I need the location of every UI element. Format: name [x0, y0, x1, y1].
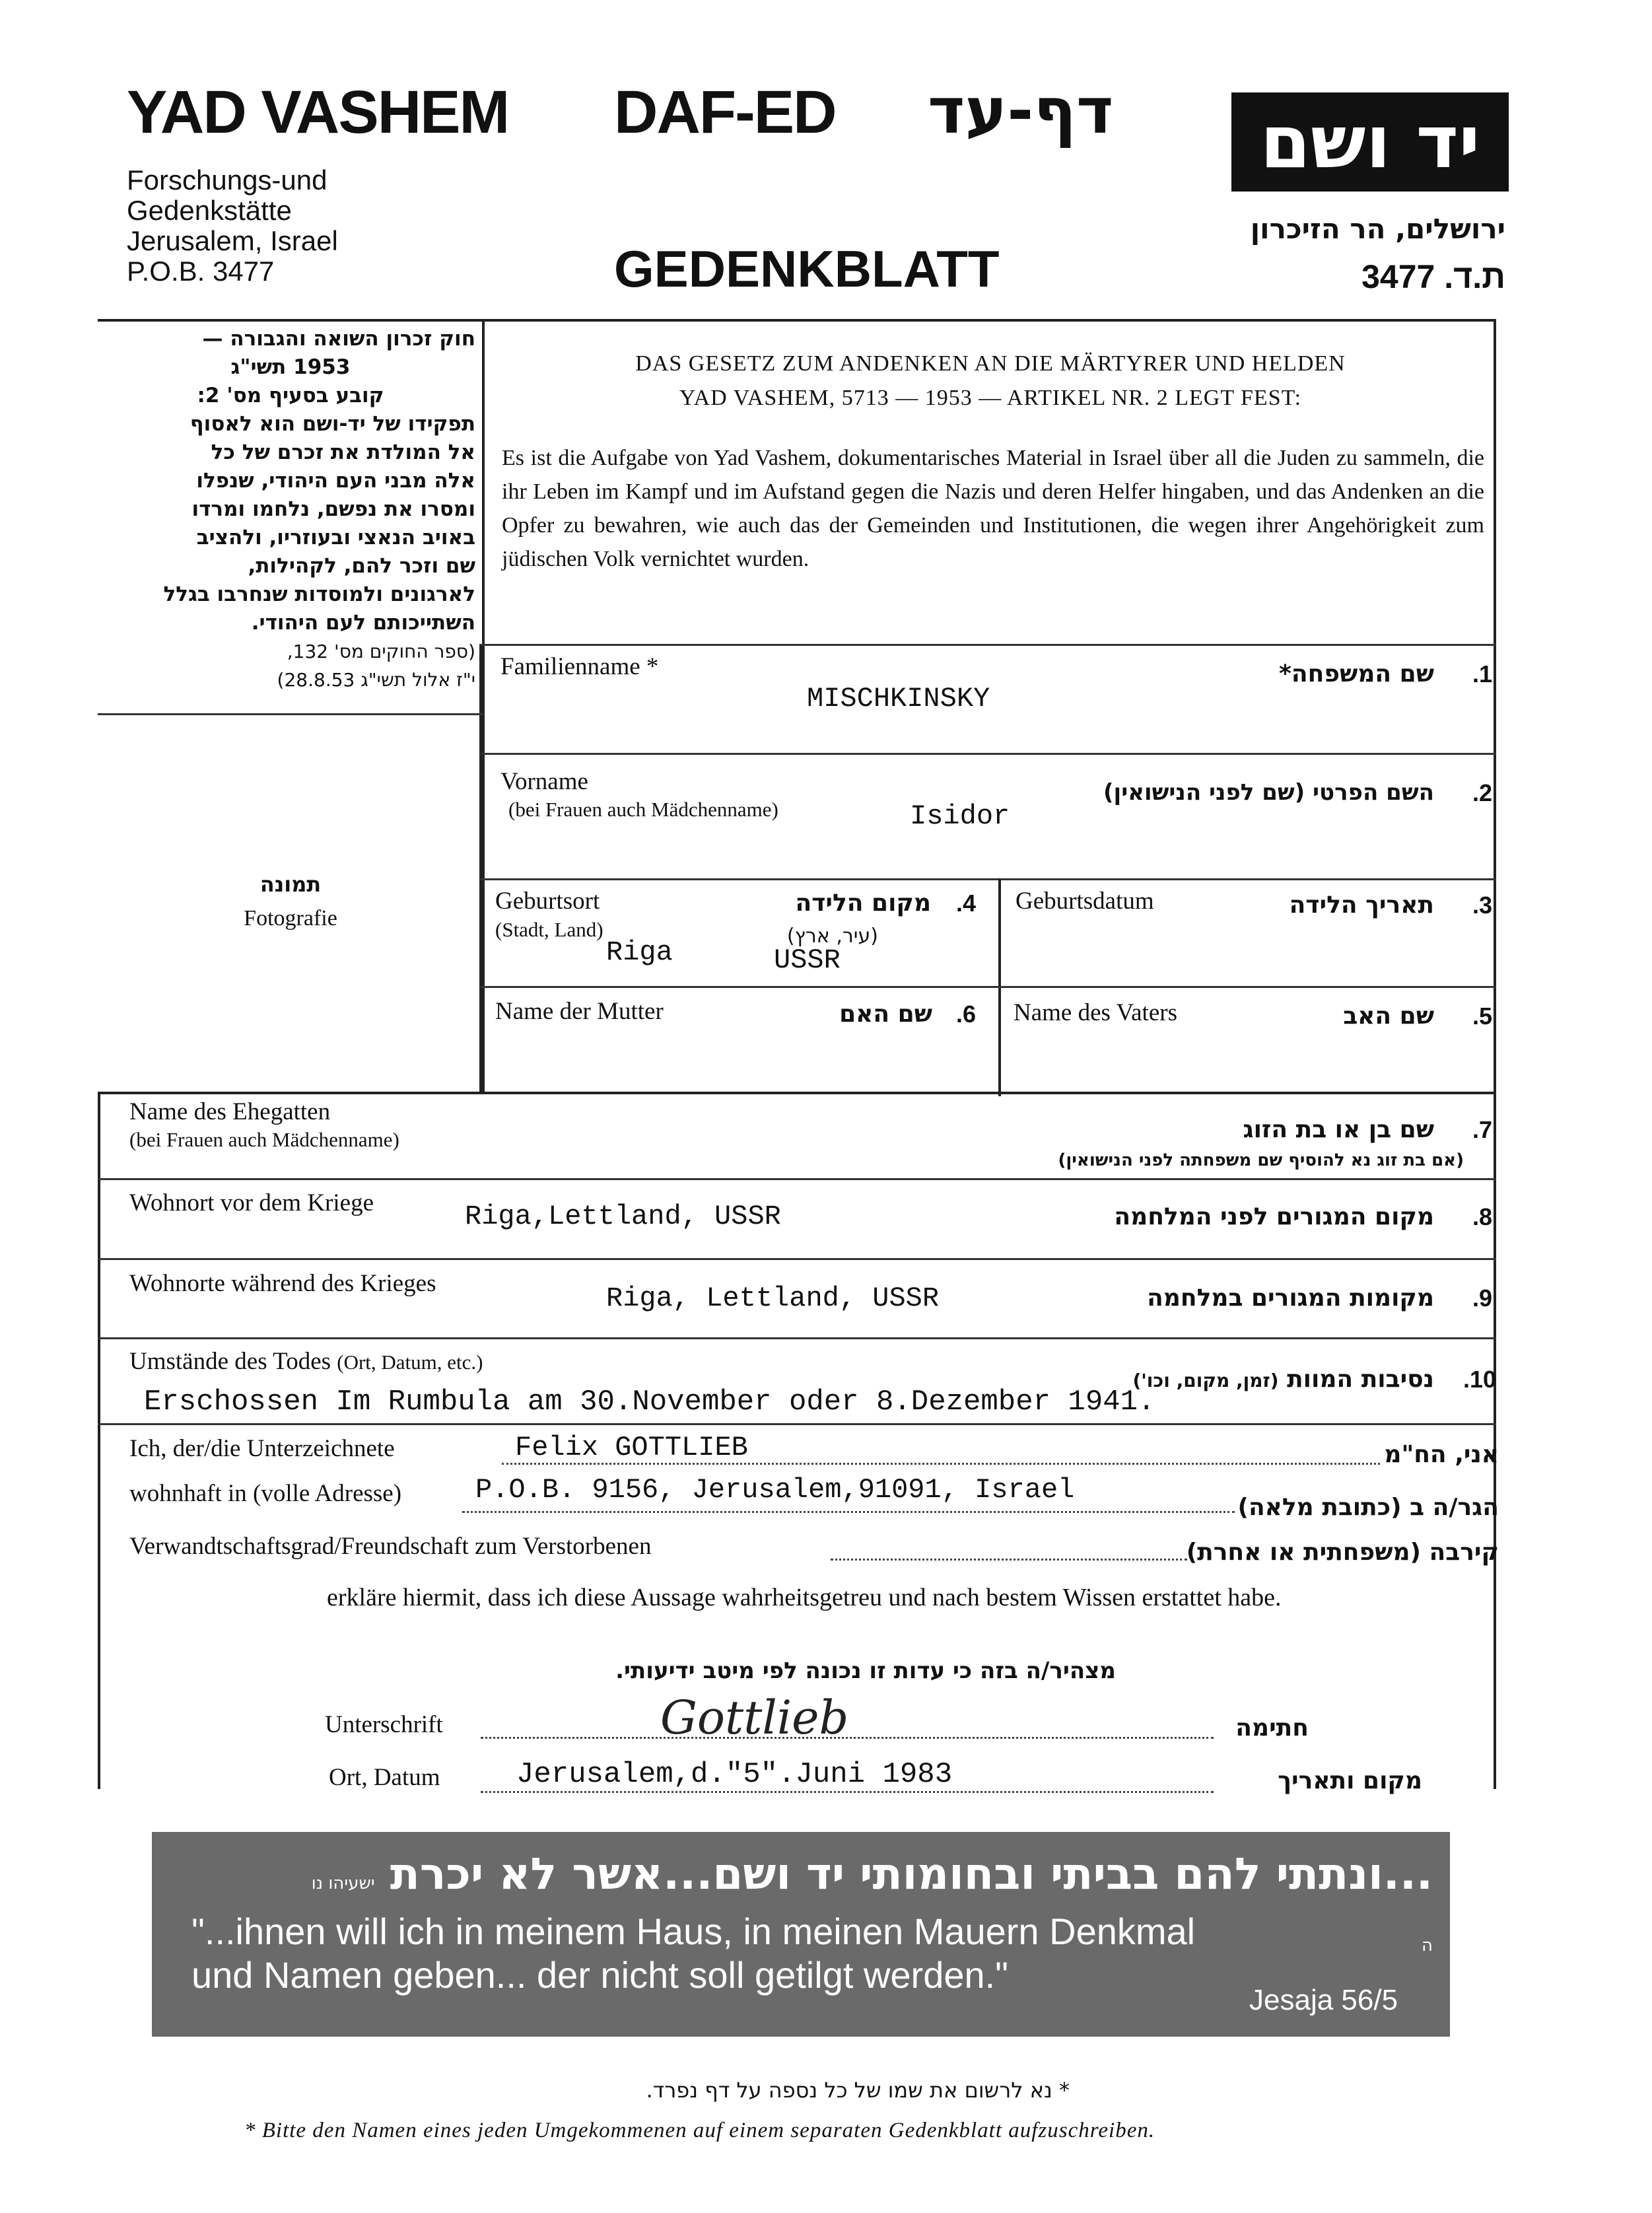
address-hebrew-line1: ירושלים, הר הזיכרון — [1250, 213, 1505, 245]
residence-before-label-hebrew: מקום המגורים לפני המלחמה — [1114, 1203, 1434, 1230]
first-name-sublabel: (bei Frauen auch Mädchenname) — [508, 798, 778, 821]
law-hebrew-source: (ספר החוקים מס' 132, — [287, 641, 475, 662]
residence-during-label: Wohnorte während des Krieges — [129, 1270, 436, 1297]
birth-country-value[interactable]: USSR — [774, 944, 841, 976]
law-hebrew-line: ומסרו את נפשם, נלחמו ומרדו — [191, 497, 475, 521]
field-number: .1 — [1472, 660, 1493, 687]
place-date-value[interactable]: Jerusalem,d."5".Juni 1983 — [516, 1758, 953, 1791]
spouse-sublabel: (bei Frauen auch Mädchenname) — [129, 1128, 399, 1151]
banner-hebrew-text: ...ונתתי להם בביתי ובחומותי יד ושם...אשר לא יכרת — [390, 1848, 1433, 1899]
signature-label: Unterschrift — [325, 1711, 443, 1738]
death-label-main: Umstände des Todes — [129, 1348, 331, 1375]
law-german-heading-2: YAD VASHEM, 5713 — 1953 — ARTIKEL NR. 2 LEGT FEST: — [679, 386, 1302, 410]
field-number: .9 — [1472, 1284, 1493, 1312]
yad-vashem-logo: יד ושם — [1231, 92, 1509, 192]
first-name-value[interactable]: Isidor — [910, 800, 1010, 832]
residence-before-label: Wohnort vor dem Kriege — [129, 1189, 374, 1216]
quote-banner — [152, 1832, 1450, 2037]
declarant-address-value[interactable]: P.O.B. 9156, Jerusalem,91091, Israel — [475, 1474, 1075, 1506]
declarant-name-value[interactable]: Felix GOTTLIEB — [515, 1432, 748, 1463]
relation-label-hebrew: קירבה (משפחתית או אחרת) — [1186, 1539, 1499, 1566]
law-hebrew-line: חוק זכרון השואה והגבורה — — [202, 327, 475, 351]
banner-german-line1: "...ihnen will ich in meinem Haus, in meinen Mauern Denkmal — [191, 1911, 1196, 1952]
law-hebrew-line: אלה מבני העם היהודי, שנפלו — [196, 469, 475, 493]
mother-name-label: Name der Mutter — [495, 998, 664, 1025]
law-hebrew — [106, 325, 475, 694]
field-number: .3 — [1472, 892, 1493, 919]
field-number: .8 — [1472, 1203, 1493, 1230]
declarant-name-label: Ich, der/die Unterzeichnete — [129, 1435, 395, 1462]
mother-name-label-hebrew: שם האם — [839, 1001, 932, 1028]
death-sublabel-hebrew: (זמן, מקום, וכו') — [1132, 1370, 1279, 1391]
place-date-label: Ort, Datum — [329, 1764, 440, 1791]
law-hebrew-source: י"ז אלול תשי"ג 28.8.53) — [277, 669, 475, 691]
field-number: .2 — [1472, 779, 1493, 806]
address-line: Jerusalem, Israel — [127, 225, 338, 256]
residence-before-value[interactable]: Riga,Lettland, USSR — [465, 1201, 781, 1232]
banner-german-line2: und Namen geben... der nicht soll getilgt werden." — [191, 1954, 1009, 1996]
form-name: DAF-ED — [614, 79, 836, 146]
address-line: Forschungs-und — [127, 164, 327, 195]
family-name-value[interactable]: MISCHKINSKY — [807, 683, 990, 715]
field-number: .6 — [956, 1001, 977, 1028]
law-hebrew-line: תפקידו של יד-ושם הוא לאסוף — [189, 412, 475, 436]
father-name-label-hebrew: שם האב — [1343, 1002, 1434, 1030]
law-hebrew-line: קובע בסעיף מס' 2: — [197, 384, 384, 407]
law-hebrew-line: באויב הנאצי ובעוזריו, ולהציב — [196, 526, 475, 549]
footer-note-hebrew: * נא לרשום את שמו של כל נספה על דף נפרד. — [646, 2078, 1070, 2103]
page-title: GEDENKBLATT — [614, 240, 1000, 298]
address-hebrew-line2: ת.ד. 3477 — [1361, 258, 1505, 295]
declarant-name-label-hebrew: אני, הח"מ — [1384, 1441, 1499, 1468]
birth-place-sublabel: (Stadt, Land) — [495, 918, 603, 941]
birth-date-label: Geburtsdatum — [1015, 888, 1154, 915]
signature-label-hebrew: חתימה — [1235, 1714, 1309, 1741]
signature-value[interactable]: Gottlieb — [660, 1691, 849, 1745]
first-name-label: Vorname — [500, 768, 588, 795]
death-sublabel: (Ort, Datum, etc.) — [337, 1351, 483, 1374]
death-label-hebrew — [1132, 1366, 1434, 1393]
law-german-heading-1: DAS GESETZ ZUM ANDENKEN AN DIE MÄRTYRER UND HELDEN — [635, 351, 1346, 376]
birth-date-label-hebrew: תאריך הלידה — [1289, 892, 1434, 919]
photo-label-hebrew: תמונה — [259, 872, 322, 897]
death-value[interactable]: Erschossen Im Rumbula am 30.November oder 8.Dezember 1941. — [144, 1386, 1155, 1419]
residence-during-value[interactable]: Riga, Lettland, USSR — [606, 1282, 940, 1314]
law-hebrew-line: לארגונים ולמוסדות שנחרבו בגלל — [163, 582, 475, 606]
field-number: .4 — [956, 890, 977, 917]
address-line: Gedenkstätte — [127, 195, 292, 226]
birth-place-label: Geburtsort — [495, 888, 600, 915]
spouse-label-hebrew: שם בן או בת הזוג — [1243, 1116, 1434, 1143]
field-number: .7 — [1472, 1116, 1493, 1143]
field-number: .10 — [1463, 1366, 1497, 1393]
law-hebrew-line: אל המולדת את זכרם של כל — [211, 440, 475, 464]
spouse-label: Name des Ehegatten — [129, 1098, 331, 1125]
place-date-label-hebrew: מקום ותאריך — [1278, 1767, 1422, 1794]
banner-reference: Jesaja 56/5 — [1249, 1984, 1398, 2016]
address-line: P.O.B. 3477 — [127, 256, 275, 287]
birth-place-label-hebrew: מקום הלידה — [795, 890, 931, 917]
org-name: YAD VASHEM — [127, 79, 509, 146]
declarant-address-label: wohnhaft in (volle Adresse) — [129, 1480, 402, 1507]
field-number: .5 — [1472, 1002, 1493, 1030]
declarant-address-label-hebrew: הגר/ה ב (כתובת מלאה) — [1237, 1494, 1499, 1521]
footer-note: * Bitte den Namen eines jeden Umgekommenen auf einem separaten Gedenkblatt aufzuschreiben. — [244, 2119, 1155, 2142]
family-name-label-hebrew: שם המשפחה* — [1279, 660, 1434, 687]
first-name-label-hebrew: השם הפרטי (שם לפני הנישואין) — [1103, 779, 1434, 806]
photo-label: Fotografie — [244, 906, 337, 931]
death-label — [129, 1347, 483, 1376]
law-hebrew-line: 1953 תשי"ג — [230, 355, 351, 379]
spouse-sublabel-hebrew: (אם בת זוג נא להוסיף שם משפחתה לפני הנישואין) — [1058, 1150, 1464, 1170]
banner-hebrew-ref: ישעיהו נו ה — [311, 1874, 1433, 1955]
death-label-hebrew-main: נסיבות המוות — [1287, 1366, 1434, 1393]
residence-during-label-hebrew: מקומות המגורים במלחמה — [1147, 1284, 1434, 1312]
father-name-label: Name des Vaters — [1014, 999, 1177, 1026]
declaration-statement: erkläre hiermit, dass ich diese Aussage wahrheitsgetreu und nach bestem Wissen erstattet habe. — [327, 1584, 1282, 1611]
birth-place-sublabel-hebrew: (עיר, ארץ) — [786, 925, 878, 948]
form-name-hebrew: דף-עד — [928, 74, 1114, 148]
family-name-label: Familienname * — [500, 653, 659, 680]
declaration-statement-hebrew: מצהיר/ה בזה כי עדות זו נכונה לפי מיטב ידיעותי. — [615, 1658, 1116, 1684]
birth-city-value[interactable]: Riga — [606, 936, 673, 968]
address-block — [127, 165, 338, 287]
relation-label: Verwandtschaftsgrad/Freundschaft zum Verstorbenen — [129, 1533, 652, 1560]
law-german-body: Es ist die Aufgabe von Yad Vashem, dokumentarisches Material in Israel über all die Juden zu sammeln, die ihr Leben im Kampf und im Aufstand gegen die Nazis und deren Helfer hingaben, und das Andenken an die Opfer zu bewahren, wie auch das der Gemeinden und Institutionen, die wegen ihrer Angehörigkeit zum jüdischen Volk vernichtet wurden. — [502, 446, 1484, 571]
law-hebrew-line: שם וזכר להם, לקהילות, — [248, 554, 475, 578]
law-hebrew-line: השתייכותם לעם היהודי. — [251, 611, 475, 635]
